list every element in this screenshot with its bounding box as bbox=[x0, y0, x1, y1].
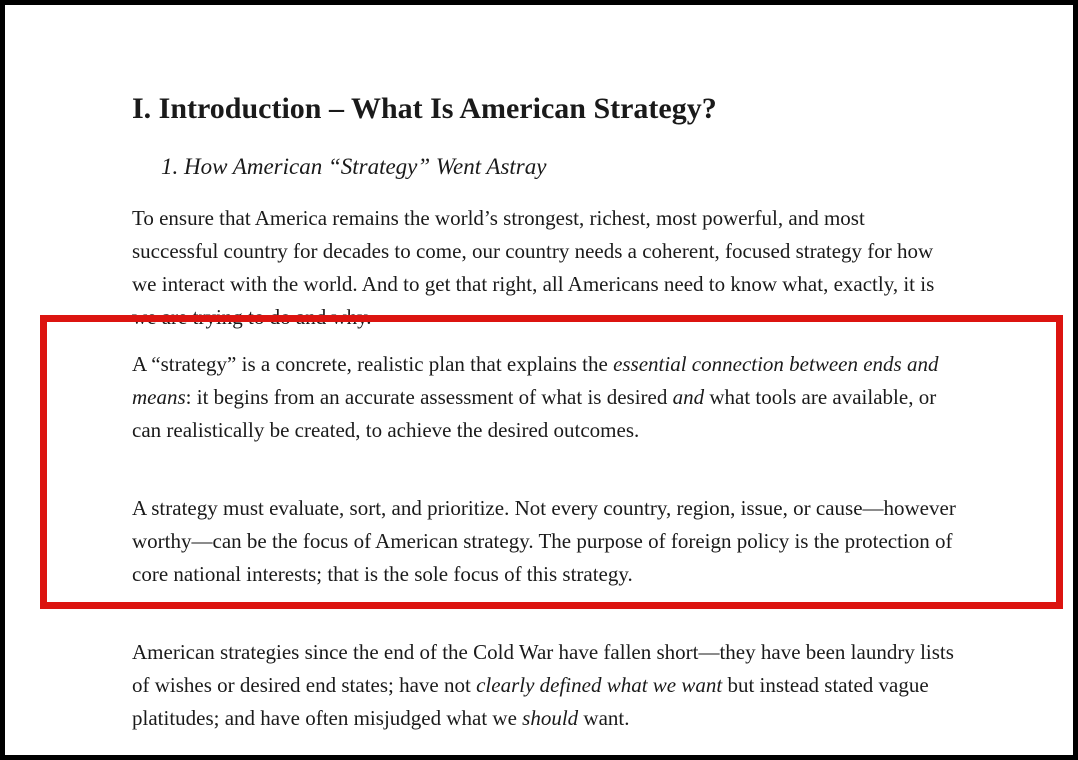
paragraph-intro: To ensure that America remains the world’s strongest, richest, most powerful, and most successful country for decades to come, our country needs a coherent, focused strategy for how we interact with the world. And to get that right, all Americans need to know what, exactly, it is we are trying to do and why. bbox=[132, 206, 935, 329]
section-heading: I. Introduction – What Is American Strategy? bbox=[132, 92, 717, 126]
subsection-heading: 1. How American “Strategy” Went Astray bbox=[161, 154, 547, 180]
paragraph-post-cold-war: American strategies since the end of the Cold War have fallen short—they have been laundry lists of wishes or desired end states; have not clearly defined what we want but instead stated vague platitudes; and have often misjudged what we should want. bbox=[132, 640, 954, 730]
paragraph-strategy-definition: A “strategy” is a concrete, realistic plan that explains the essential connection between ends and means: it begins from an accurate assessment of what is desired and what tools are available, or can realistically be created, to achieve the desired outcomes. bbox=[132, 352, 939, 442]
paragraph-prioritize: A strategy must evaluate, sort, and prioritize. Not every country, region, issue, or cause—however worthy—can be the focus of American strategy. The purpose of foreign policy is the protection of core national interests; that is the sole focus of this strategy. bbox=[132, 496, 956, 586]
